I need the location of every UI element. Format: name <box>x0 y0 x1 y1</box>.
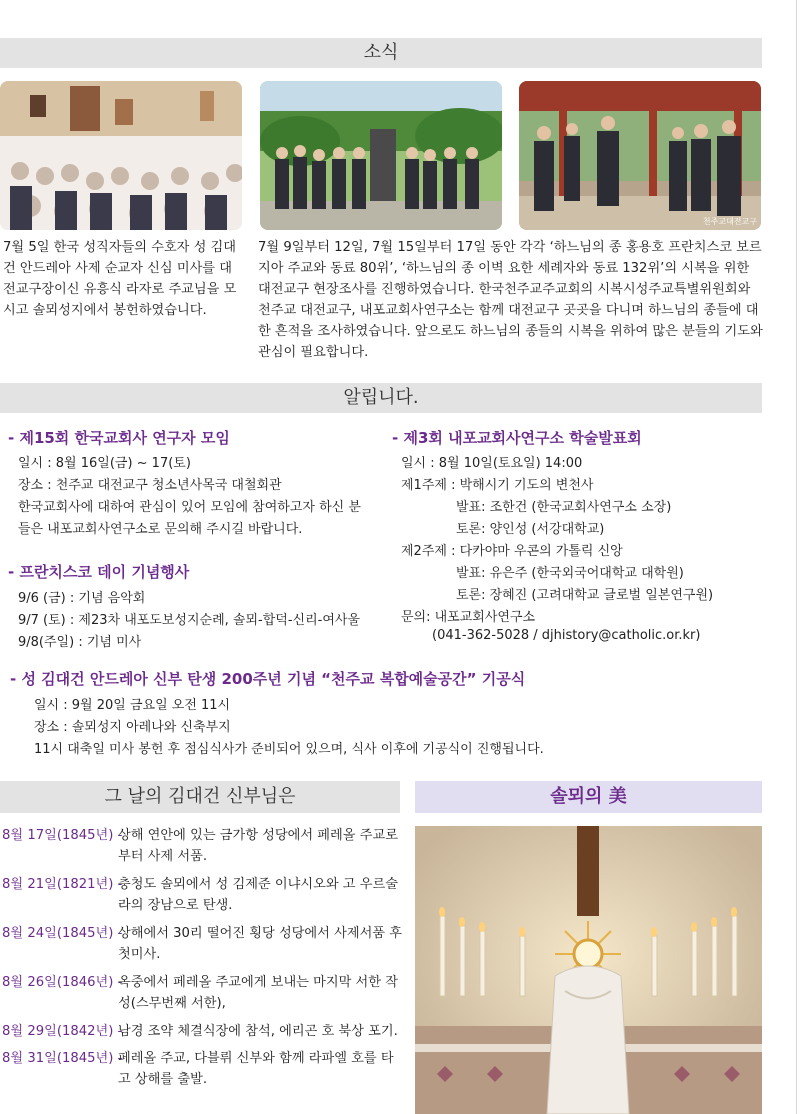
history-item <box>2 1021 402 1043</box>
history-text: 충청도 솔뫼에서 성 김제준 이냐시오와 고 우르술라의 장남으로 탄생. <box>118 877 398 913</box>
history-text: 상해에서 30리 떨어진 횡당 성당에서 사제서품 후 첫미사. <box>118 926 402 962</box>
history-text: 남경 조약 체결식장에 참석, 에리곤 호 북상 포기. <box>118 1024 398 1039</box>
altar-photo <box>415 826 762 1114</box>
history-date: 8월 21일(1821년) - <box>2 877 123 892</box>
event-researchers-title: - 제15회 한국교회사 연구자 모임 <box>8 429 230 447</box>
history-date: 8월 26일(1846년) - <box>2 975 123 990</box>
event-line: 장소 : 천주교 대전교구 청소년사목국 대철회관 <box>18 478 282 493</box>
event-line: 일시 : 8월 10일(토요일) 14:00 <box>401 456 583 471</box>
history-item <box>2 923 402 967</box>
event-line: 문의: 내포교회사연구소 <box>401 610 536 625</box>
history-section-title: 그 날의 김대건 신부님은 <box>0 781 400 813</box>
history-date: 8월 31일(1845년) - <box>2 1051 123 1066</box>
history-date: 8월 29일(1842년) - <box>2 1024 123 1039</box>
event-line: 제2주제 : 다카야마 우콘의 가톨릭 신앙 <box>401 544 623 559</box>
news-item-mass: 7월 5일 한국 성직자들의 수호자 성 김대건 안드레아 사제 순교자 신심 미사를 대전교구장이신 유흥식 라자로 주교님을 모시고 솔뫼성지에서 봉헌하였습니다. <box>3 240 237 318</box>
history-text: 페레올 주교, 다블뤼 신부와 함께 라파엘 호를 타고 상해를 출발. <box>118 1051 394 1087</box>
event-symposium-title: - 제3회 내포교회사연구소 학술발표회 <box>392 429 642 447</box>
history-date: 8월 17일(1845년) - <box>2 828 123 843</box>
photo-credit: 천주교대전교구 <box>702 217 757 226</box>
beauty-section-title: 솔뫼의 美 <box>415 781 762 813</box>
history-date: 8월 24일(1845년) - <box>2 926 123 941</box>
history-item <box>2 972 402 1016</box>
event-line: 들은 내포교회사연구소로 문의해 주시길 바랍니다. <box>18 522 303 537</box>
event-francis-day-title: - 프란치스코 데이 기념행사 <box>8 563 190 581</box>
news-section-title: 소식 <box>0 38 762 68</box>
page-edge-rule <box>796 0 797 1114</box>
event-line: 발표: 유은주 (한국외국어대학교 대학원) <box>456 566 684 581</box>
field-survey-photo <box>519 81 761 230</box>
event-groundbreaking-title: - 성 김대건 안드레아 신부 탄생 200주년 기념 “천주교 복합예술공간” 기공식 <box>10 670 526 688</box>
event-line: 토론: 장혜진 (고려대학교 글로벌 일본연구원) <box>456 588 714 603</box>
mass-photo <box>0 81 242 230</box>
event-line: 9/6 (금) : 기념 음악회 <box>18 591 146 606</box>
history-text: 상해 연안에 있는 금가항 성당에서 페레올 주교로부터 사제 서품. <box>118 828 398 864</box>
event-line: 일시 : 9월 20일 금요일 오전 11시 <box>34 698 231 713</box>
event-line: 발표: 조한건 (한국교회사연구소 소장) <box>456 500 672 515</box>
event-line: 한국교회사에 대하여 관심이 있어 모임에 참여하고자 하신 분 <box>18 500 361 515</box>
event-line: 9/7 (토) : 제23차 내포도보성지순례, 솔뫼-합덕-신리-여사울 <box>18 613 361 628</box>
event-line: 9/8(주일) : 기념 미사 <box>18 635 142 650</box>
event-line: 장소 : 솔뫼성지 아레나와 신축부지 <box>34 720 231 735</box>
history-item <box>2 825 402 869</box>
memorial-group-photo <box>260 81 502 230</box>
news-item-survey: 7월 9일부터 12일, 7월 15일부터 17일 동안 각각 ‘하느님의 종 홍용호 프란치스코 보르지아 주교와 동료 80위’, ‘하느님의 종 이벽 요한 세례자와 동료 132위’의 시복을 위한 대전교구 현장조사를 진행하였습니다. 한국천주교주교회의 시복시성주교특별위원회와 천주교 대전교구, 내포교회사연구소는 함께 대전교구 곳곳을 다니며 하느님의 종들에 대한 흔적을 조사하였습니다. 앞으로도 하느님의 종들의 시복을 위하여 많은 분들의 기도와 관심이 필요합니다. <box>258 240 763 360</box>
event-line: 토론: 양인성 (서강대학교) <box>456 522 605 537</box>
event-line: 제1주제 : 박해시기 기도의 변천사 <box>401 478 594 493</box>
notice-section-title: 알립니다. <box>0 383 762 413</box>
history-text: 옥중에서 페레올 주교에게 보내는 마지막 서한 작성(스무번째 서한), <box>118 975 398 1011</box>
history-item <box>2 1048 402 1092</box>
event-line: 11시 대축일 미사 봉헌 후 점심식사가 준비되어 있으며, 식사 이후에 기공식이 진행됩니다. <box>34 742 544 757</box>
event-line: 일시 : 8월 16일(금) ~ 17(토) <box>18 456 191 471</box>
history-item <box>2 874 402 918</box>
event-contact: (041-362-5028 / djhistory@catholic.or.kr) <box>432 628 701 643</box>
